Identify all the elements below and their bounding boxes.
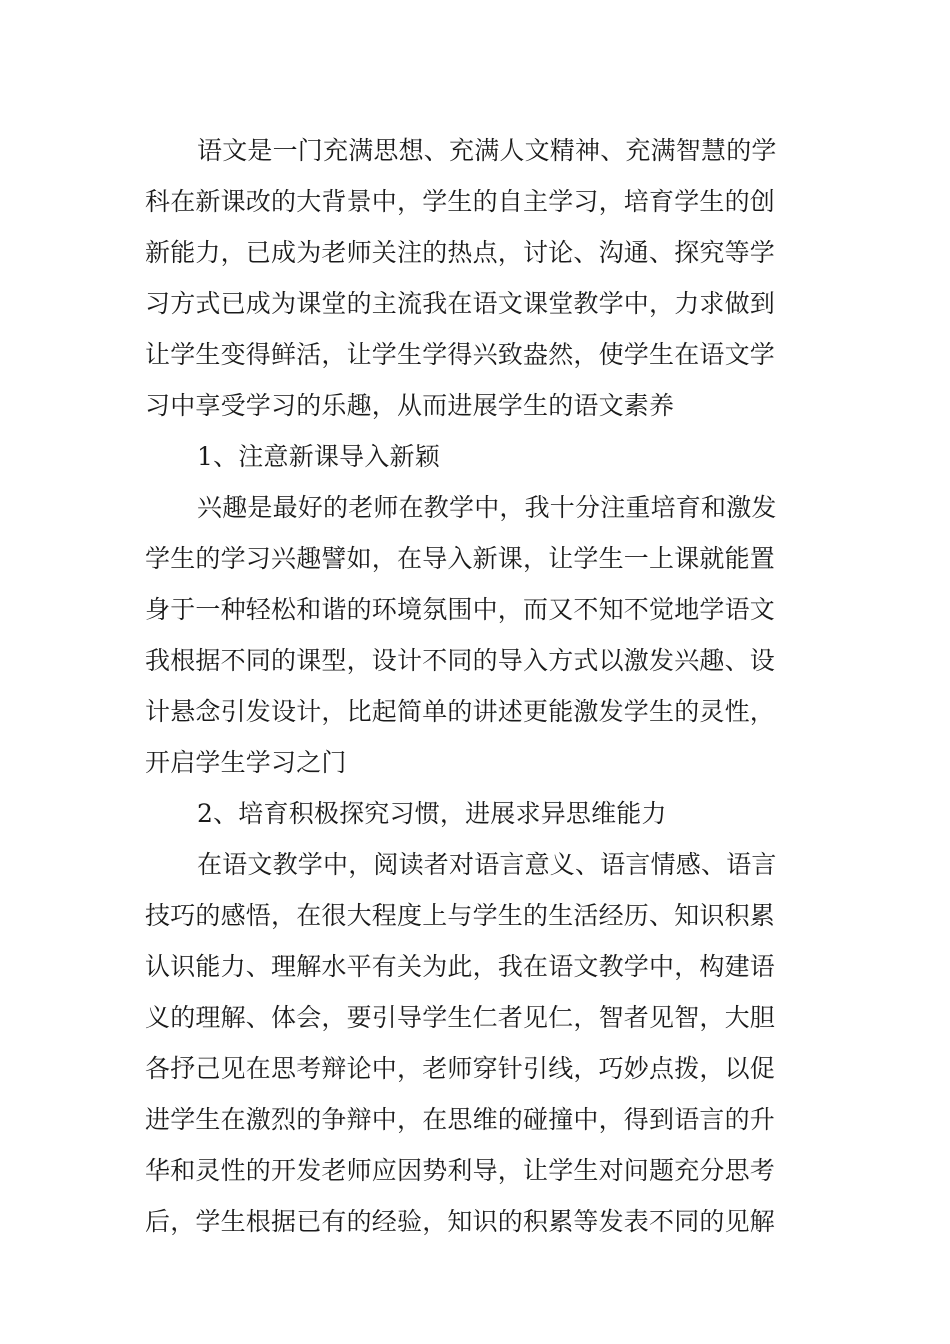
paragraph-3-line-5: 各抒己见在思考辩论中，老师穿针引线，巧妙点拨，以促 bbox=[145, 1054, 776, 1083]
paragraph-2-line-3: 身于一种轻松和谐的环境氛围中，而又不知不觉地学语文 bbox=[145, 595, 776, 624]
paragraph-3-line-1: 在语文教学中，阅读者对语言意义、语言情感、语言 bbox=[197, 850, 777, 879]
paragraph-2-line-6: 开启学生学习之门 bbox=[145, 748, 347, 777]
paragraph-2-line-5: 计悬念引发设计，比起简单的讲述更能激发学生的灵性， bbox=[145, 697, 776, 726]
paragraph-3-line-3: 认识能力、理解水平有关为此，我在语文教学中，构建语 bbox=[145, 952, 776, 981]
section-heading-1: 1、注意新课导入新颖 bbox=[197, 442, 440, 471]
paragraph-3-line-4: 义的理解、体会，要引导学生仁者见仁，智者见智，大胆 bbox=[145, 1003, 776, 1032]
paragraph-3-line-6: 进学生在激烈的争辩中，在思维的碰撞中，得到语言的升 bbox=[145, 1105, 776, 1134]
paragraph-3-line-7: 华和灵性的开发老师应因势利导，让学生对问题充分思考 bbox=[145, 1156, 776, 1185]
paragraph-2-line-4: 我根据不同的课型，设计不同的导入方式以激发兴趣、设 bbox=[145, 646, 776, 675]
section-heading-2: 2、培育积极探究习惯，进展求异思维能力 bbox=[197, 799, 667, 828]
paragraph-1-line-1: 语文是一门充满思想、充满人文精神、充满智慧的学 bbox=[197, 136, 777, 165]
paragraph-2-line-2: 学生的学习兴趣譬如，在导入新课，让学生一上课就能置 bbox=[145, 544, 776, 573]
document-body bbox=[145, 125, 807, 1247]
paragraph-1-line-3: 新能力，已成为老师关注的热点，讨论、沟通、探究等学 bbox=[145, 238, 776, 267]
paragraph-1-line-4: 习方式已成为课堂的主流我在语文课堂教学中，力求做到 bbox=[145, 289, 776, 318]
paragraph-1-line-5: 让学生变得鲜活，让学生学得兴致盎然，使学生在语文学 bbox=[145, 340, 776, 369]
paragraph-1-line-6: 习中享受学习的乐趣，从而进展学生的语文素养 bbox=[145, 391, 675, 420]
paragraph-2-line-1: 兴趣是最好的老师在教学中，我十分注重培育和激发 bbox=[197, 493, 777, 522]
paragraph-1-line-2: 科在新课改的大背景中，学生的自主学习，培育学生的创 bbox=[145, 187, 776, 216]
paragraph-3-line-2: 技巧的感悟，在很大程度上与学生的生活经历、知识积累 bbox=[145, 901, 776, 930]
paragraph-3-line-8: 后，学生根据已有的经验，知识的积累等发表不同的见解 bbox=[145, 1207, 776, 1236]
